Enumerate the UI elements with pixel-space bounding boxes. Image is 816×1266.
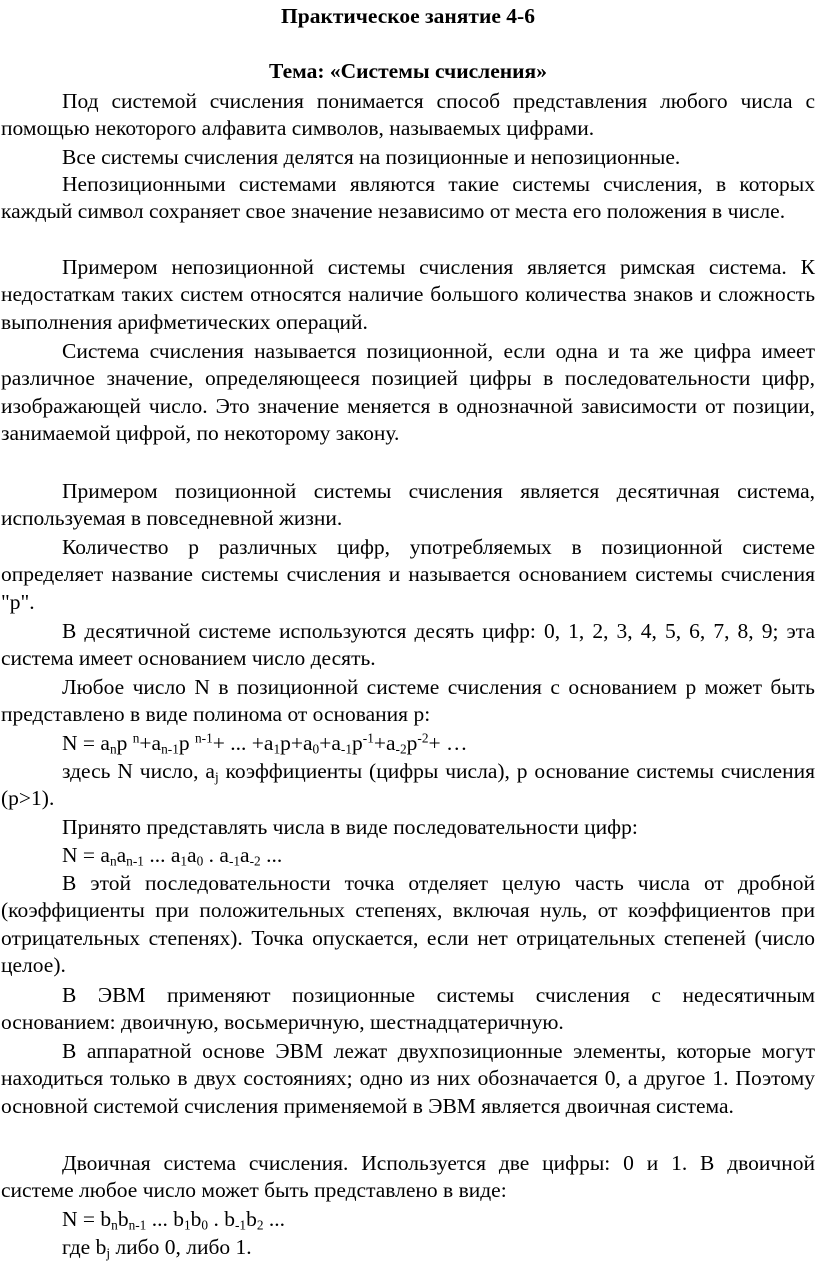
paragraph-classification: Все системы счисления делятся на позиционные и непозиционные. (62, 145, 681, 169)
paragraph-decimal-digits: В десятичной системе используются десять цифр: 0, 1, 2, 3, 4, 5, 6, 7, 8, 9; эта система имеет основанием число десять. (1, 619, 815, 671)
formula-binary: $N = b_nb_{n-1}$ ... $b_1b_0$ . $b_{-1}b_2$ ... (62, 1207, 285, 1233)
paragraph-digit-sequence: Принято представлять числа в виде последовательности цифр: (62, 815, 638, 839)
paragraph-decimal-example: Примером позиционной системы счисления является десятичная система, используемая в повседневной жизни. (1, 479, 815, 531)
paragraph-nonpositional: Непозиционными системами являются такие системы счисления, в которых каждый символ сохраняет свое значение независимо от места его положения в числе. (1, 172, 815, 224)
paragraph-binary-coefficients: где $b_j$ либо 0, либо 1. (62, 1235, 252, 1261)
formula-digit-sequence: $N = a_na_{n-1}$ ... $a_1a_0$ . $a_{-1}a_{-2}$ ... (62, 843, 283, 869)
paragraph-point-separator: В этой последовательности точка отделяет целую часть числа от дробной (коэффициенты при положительных степенях, включая нуль, от коэффициентов при отрицательных степенях). Точка опускается, если нет отрицательных степеней (число целое). (1, 871, 815, 978)
paragraph-computer-systems: В ЭВМ применяют позиционные системы счисления с недесятичным основанием: двоичную, восьмеричную, шестнадцатеричную. (1, 983, 815, 1035)
paragraph-definition: Под системой счисления понимается способ представления любого числа с помощью некоторого алфавита символов, называемых цифрами. (1, 89, 815, 141)
paragraph-roman-example: Примером непозиционной системы счисления является римская система. К недостаткам таких систем относятся наличие большого количества знаков и сложность выполнения арифметических операций. (1, 255, 815, 334)
formula-polynomial: $N = a_np$ $^n+a_{n-1}p$ $^{n-1}$+ ... $+a_1p+a_0+a_{-1}p^{-1}+a_{-2}p^{-2}+$ … (62, 730, 468, 757)
paragraph-binary-hardware: В аппаратной основе ЭВМ лежат двухпозиционные элементы, которые могут находиться только в двух состояниях; одно из них обозначается 0, а другое 1. Поэтому основной системой счисления применяемой в ЭВМ является двоичная система. (1, 1039, 815, 1118)
paragraph-polynomial: Любое число N в позиционной системе счисления с основанием p может быть представлено в виде полинома от основания p: (1, 675, 815, 727)
paragraph-positional: Система счисления называется позиционной, если одна и та же цифра имеет различное значение, определяющееся позицией цифры в последовательности цифр, изображающей число. Это значение меняется в однозначной зависимости от позиции, занимаемой цифрой, по некоторому закону. (1, 339, 815, 446)
paragraph-binary-system: Двоичная система счисления. Используется две цифры: 0 и 1. В двоичной системе любое число может быть представлено в виде: (1, 1151, 815, 1203)
paragraph-base: Количество p различных цифр, употребляемых в позиционной системе определяет название системы счисления и называется основанием системы счисления "p". (1, 535, 815, 614)
paragraph-coefficients: здесь N число, $a_j$ коэффициенты (цифры числа), p основание системы счисления (p>1). (1, 759, 815, 811)
page-title: Практическое занятие 4-6 (281, 4, 535, 28)
topic-heading: Тема: «Системы счисления» (269, 59, 547, 83)
